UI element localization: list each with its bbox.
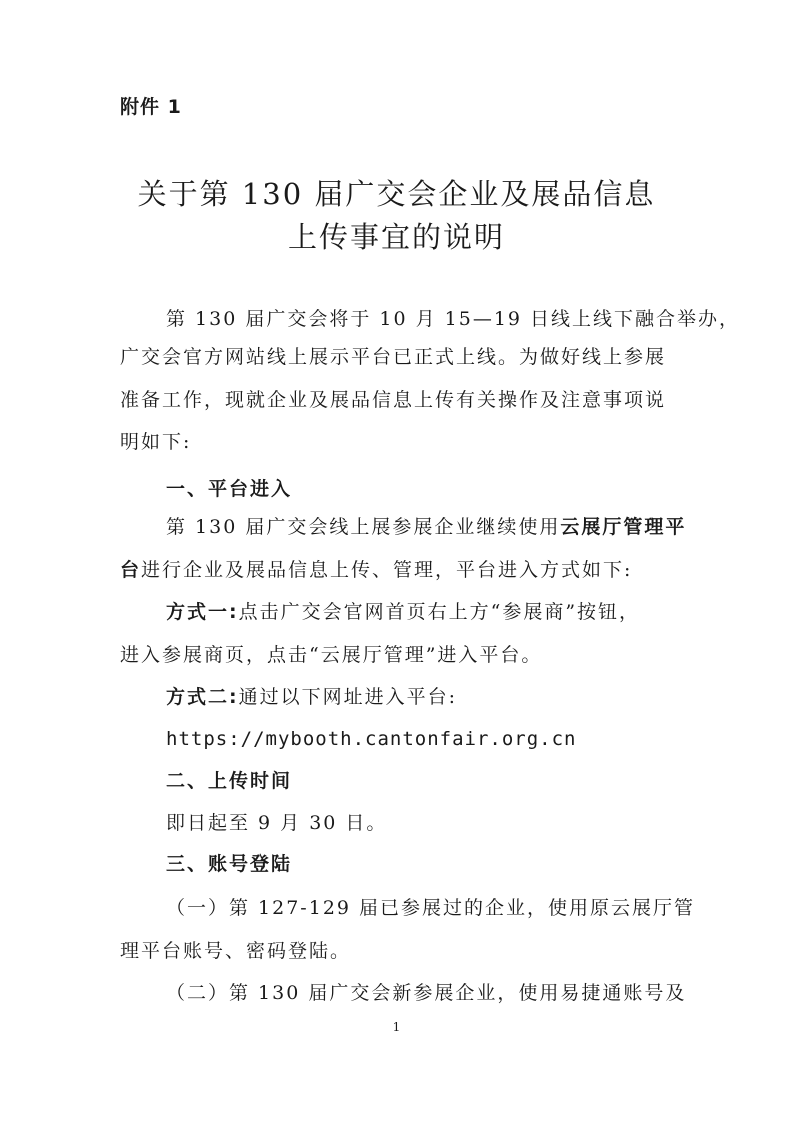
intro-line-3: 准备工作，现就企业及展品信息上传有关操作及注意事项说 <box>120 389 667 411</box>
method-1-line-2: 进入参展商页，点击“云展厅管理”进入平台。 <box>120 644 543 666</box>
platform-name-highlight-end: 台 <box>120 559 142 581</box>
platform-url: https://mybooth.cantonfair.org.cn <box>166 728 577 750</box>
login-item-2-line-1: （二）第 130 届广交会新参展企业，使用易捷通账号及 <box>166 982 687 1004</box>
document-title-line-1: 关于第 130 届广交会企业及展品信息 <box>137 177 656 211</box>
upload-time-text: 即日起至 9 月 30 日。 <box>166 812 388 834</box>
section1-para-text-end: 进行企业及展品信息上传、管理，平台进入方式如下: <box>141 559 633 581</box>
method-1-text: 点击广交会官网首页右上方“参展商”按钮， <box>238 601 641 623</box>
method-2-line <box>166 678 726 716</box>
section1-para-line-2 <box>120 551 680 589</box>
attachment-label: 附件 1 <box>120 96 182 118</box>
login-item-1-line-1: （一）第 127-129 届已参展过的企业，使用原云展厅管 <box>166 897 696 919</box>
method-1-line-1 <box>166 593 726 631</box>
intro-line-2: 广交会官方网站线上展示平台已正式上线。为做好线上参展 <box>120 346 667 368</box>
login-item-1-line-2: 理平台账号、密码登陆。 <box>120 940 352 962</box>
method-1-label: 方式一: <box>166 601 239 623</box>
section1-para-line-1 <box>166 508 726 546</box>
section-heading-platform-access: 一、平台进入 <box>166 478 293 500</box>
section-heading-upload-time: 二、上传时间 <box>166 770 293 792</box>
section1-para-text: 第 130 届广交会线上展参展企业继续使用 <box>166 516 561 538</box>
document-title-line-2: 上传事宜的说明 <box>287 220 505 254</box>
page-number: 1 <box>392 1020 401 1034</box>
intro-line-4: 明如下: <box>120 431 192 453</box>
method-2-label: 方式二: <box>166 686 239 708</box>
method-2-text: 通过以下网址进入平台: <box>238 686 458 708</box>
platform-name-highlight: 云展厅管理平 <box>560 516 687 538</box>
intro-line-1: 第 130 届广交会将于 10 月 15—19 日线上线下融合举办， <box>166 308 741 330</box>
section-heading-account-login: 三、账号登陆 <box>166 853 293 875</box>
